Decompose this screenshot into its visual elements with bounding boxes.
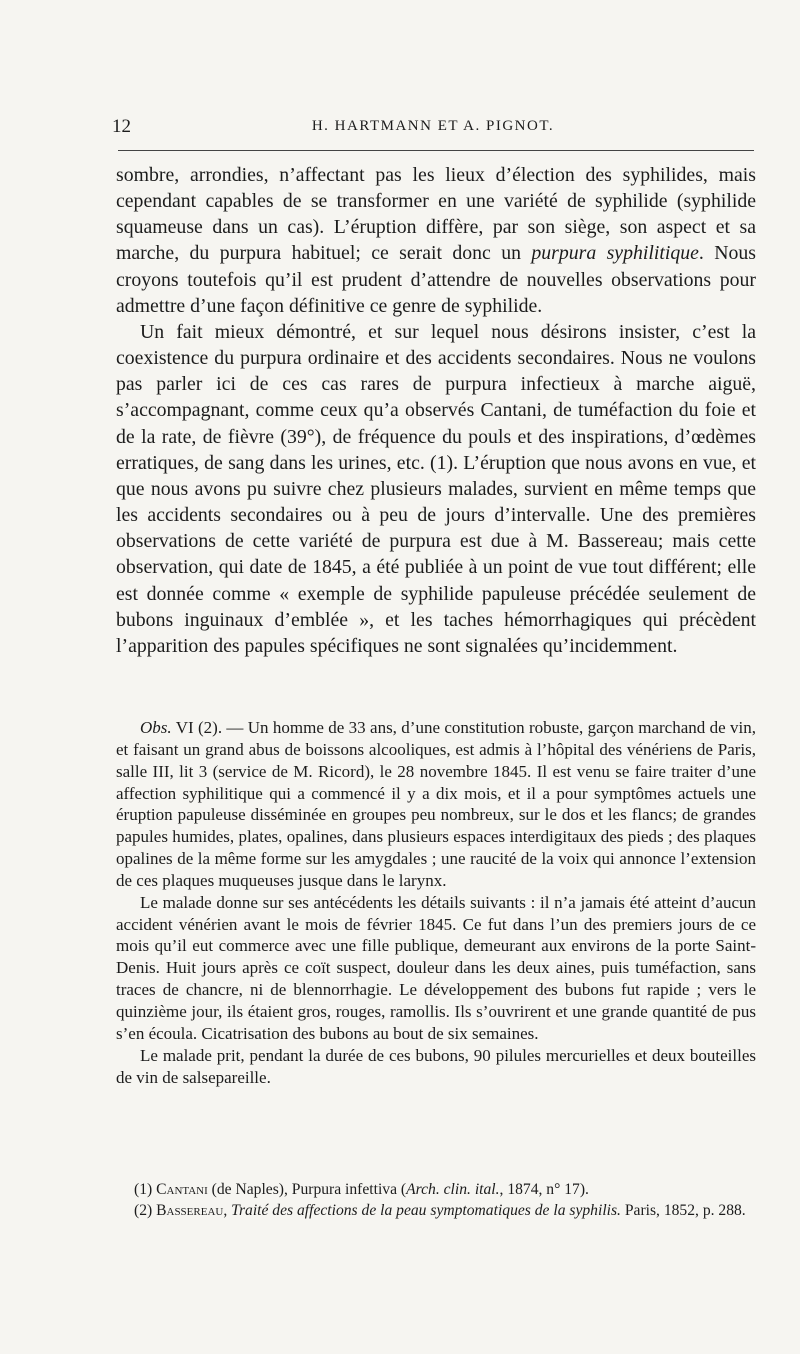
observation-paragraph-3: Le malade prit, pendant la durée de ces bubons, 90 pilules mercurielles et deux bouteilles de vin de salsepareille. — [116, 1045, 756, 1087]
observation-text-1: VI (2). — Un homme de 33 ans, d’une constitution robuste, garçon marchand de vin, et faisant un grand abus de boissons alcooliques, est admis à l’hôpital des vénériens de Paris, salle III, lit 3 (service de M. Ricord), le 28 novembre 1845. Il est venu se faire traiter d’une affection syphilitique qui a commencé il y a dix mois, et il a pour symptômes actuels une éruption papuleuse disséminée en groupes peu nombreux, sur le dos et les flancs; de grandes papules humides, plates, opalines, dans plusieurs espaces interdigitaux des pieds ; des plaques opalines de la même forme sur les amygdales ; une raucité de la voix qui annonce l’extension de ces plaques muqueuses jusque dans le larynx. — [116, 718, 756, 890]
footnotes — [116, 1180, 756, 1221]
footnote-1 — [116, 1180, 756, 1201]
footnote-2-mid: , — [223, 1201, 232, 1219]
paragraph-2: Un fait mieux démontré, et sur lequel nous désirons insister, c’est la coexistence du purpura ordinaire et des accidents secondaires. Nous ne voulons pas parler ici de ces cas rares de purpura infectieux à marche aiguë, s’accompagnant, comme ceux qu’a observés Cantani, de tuméfaction du foie et de la rate, de fièvre (39°), de fréquence du pouls et des inspirations, d’œdèmes erratiques, de sang dans les urines, etc. (1). L’éruption que nous avons en vue, et que nous avons pu suivre chez plusieurs malades, survient en même temps que les accidents secondaires ou à peu de jours d’intervalle. Une des premières observations de cette variété de purpura est due à M. Bassereau; mais cette observation, qui date de 1845, a été publiée à un point de vue tout différent; elle est donnée comme « exemple de syphilide papuleuse précédée seulement de bubons inguinaux d’emblée », et les taches hémorrhagiques qui précèdent l’apparition des papules spécifiques ne sont signalées qu’incidemment. — [116, 320, 756, 657]
footnote-2-author: Bassereau — [156, 1201, 224, 1219]
footnote-2-marker: (2) — [134, 1201, 157, 1219]
footnote-1-author: Cantani — [156, 1181, 208, 1198]
footnote-2-end: Paris, 1852, p. 288. — [620, 1201, 746, 1219]
page-number: 12 — [112, 116, 131, 137]
footnote-1-journal: Arch. clin. ital. — [406, 1181, 500, 1198]
observation-paragraph-1 — [116, 717, 756, 892]
observation-paragraph-2: Le malade donne sur ses antécédents les détails suivants : il n’a jamais été atteint d’aucun accident vénérien avant le mois de février 1845. Ce fut dans l’un des premiers jours de ce mois qu’il eut commerce avec une fille publique, demeurant aux environs de la porte Saint-Denis. Huit jours après ce coït suspect, douleur dans les deux aines, puis tuméfaction, sans traces de chancre, ni de blennorrhagie. Le développement des bubons fut rapide ; vers le quinzième jour, ils étaient gros, rouges, ramollis. Ils s’ouvrirent et une grande quantité de pus s’en écoula. Cicatrisation des bubons au bout de six semaines. — [116, 892, 756, 1043]
page-header — [112, 116, 754, 140]
paragraph-1-emphasis: purpura syphilitique — [531, 242, 699, 265]
footnote-1-end: , 1874, n° 17). — [499, 1181, 589, 1198]
footnote-2-title: Traité des affections de la peau symptomatiques de la syphilis. — [231, 1201, 621, 1219]
observation-block — [116, 717, 756, 1088]
main-text — [116, 162, 756, 659]
footnote-1-mid: (de Naples), Purpura infettiva ( — [207, 1181, 407, 1198]
header-rule — [118, 150, 754, 151]
observation-label: Obs. — [140, 718, 172, 737]
paragraph-1 — [116, 162, 756, 319]
paragraph-1-part-c: . Nous croyons toutefois qu’il est prudent d’attendre de nouvelles observations pour admettre d’une façon définitive ce genre de syphilide. — [116, 242, 756, 317]
footnote-2 — [116, 1201, 756, 1222]
running-head: H. HARTMANN ET A. PIGNOT. — [311, 118, 555, 134]
footnote-1-marker: (1) — [134, 1181, 157, 1198]
paragraph-1-part-a: sombre, arrondies, n’affectant pas les lieux d’élection des syphilides, mais cependant capables de se transformer en une variété de syphilide (syphilide squameuse dans un cas). L’éruption diffère, par son siège, son aspect et sa marche, du purpura habituel; ce serait donc un — [116, 164, 756, 265]
